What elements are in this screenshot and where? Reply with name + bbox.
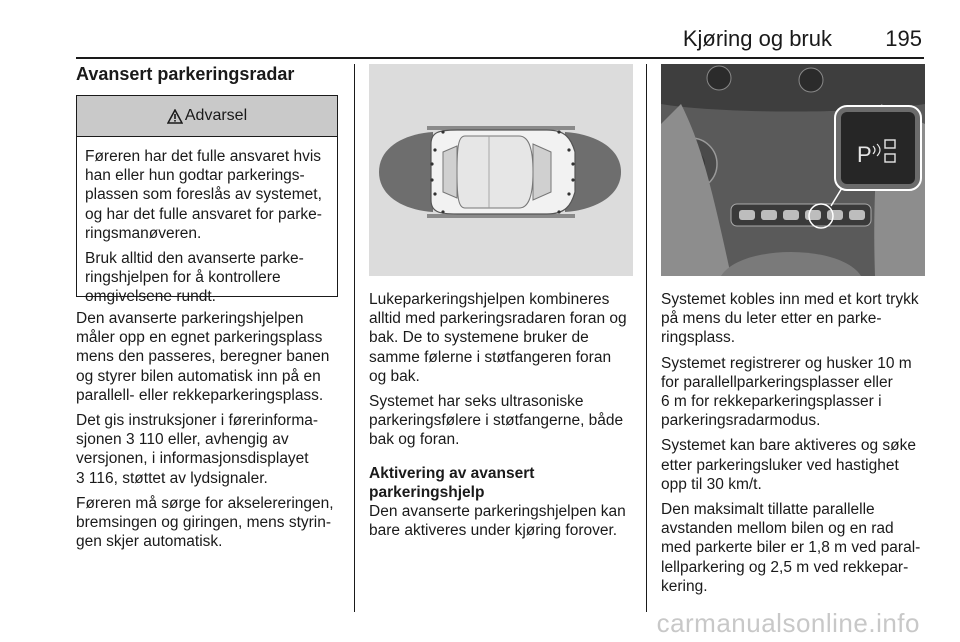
paragraph: Føreren må sørge for akselereringen, bremsingen og giringen, mens styrin- gen skjer automatisk. [76,494,334,551]
column-divider-1 [354,64,355,612]
paragraph: Den maksimalt tillatte parallelle avstanden mellom bilen og en rad med parkerte biler er 1,8 m ved paral- lellparkering og 2,5 m ved rekkepar- kering. [661,501,921,595]
paragraph: Systemet kan bare aktiveres og søke etter parkeringsluker ved hastighet opp til 30 km/t. [661,437,917,493]
warning-label: Advarsel [184,107,248,124]
paragraph: Systemet har seks ultrasoniske parkeringsfølere i støtfangerne, både bak og foran. [369,393,624,449]
paragraph: Den avanserte parkeringshjelpen kan bare aktiveres under kjøring forover. [369,503,626,540]
page-number: 195 [885,26,922,51]
paragraph: Systemet kobles inn med et kort trykk på mens du leter etter en parke- ringsplass. [661,291,919,347]
car-sensor-illustration [369,64,633,276]
header-rule [76,57,924,59]
column-divider-2 [646,64,647,612]
warning-body [77,137,337,307]
warning-paragraph: Føreren har det fulle ansvaret hvis han eller hun godtar parkerings- plassen som foreslås av systemet, og har det fulle ansvaret for parke- ringsmanøveren. [85,148,322,242]
column-3-text [661,290,936,602]
dashboard-button-illustration [661,64,925,276]
page-title: Kjøring og bruk [682,26,832,51]
paragraph: Systemet registrerer og husker 10 m for parallellparkeringsplasser eller 6 m for rekkeparkeringsplasser i parkeringsradarmodus. [661,354,912,430]
paragraph: Den avanserte parkeringshjelpen måler opp en egnet parkeringsplass mens den passeres, beregner banen og styrer bilen automatisk inn på en parallell- eller rekkeparkeringsplass. [76,310,330,404]
warning-paragraph: Bruk alltid den avanserte parke- ringshjelpen for å kontrollere omgivelsene rundt. [85,250,304,306]
subheading: Aktivering av avansert parkeringshjelp [369,464,535,501]
column-1-text [76,309,346,557]
warning-icon [167,109,183,124]
column-2-text [369,290,641,546]
paragraph: Lukeparkeringshjelpen kombineres alltid med parkeringsradaren foran og bak. De to systemene bruker de samme følerne i støtfangeren foran og bak. [369,291,627,385]
paragraph: Det gis instruksjoner i førerinforma- sjonen 3 110 eller, avhengig av versjonen, i informasjonsdisplayet 3 116, støttet av lydsignaler. [76,412,319,487]
section-title: Avansert parkeringsradar [76,64,295,84]
warning-header [77,96,337,137]
svg-text:P: P [857,142,872,167]
warning-box [76,95,338,306]
watermark: carmanualsonline.info [656,608,920,638]
